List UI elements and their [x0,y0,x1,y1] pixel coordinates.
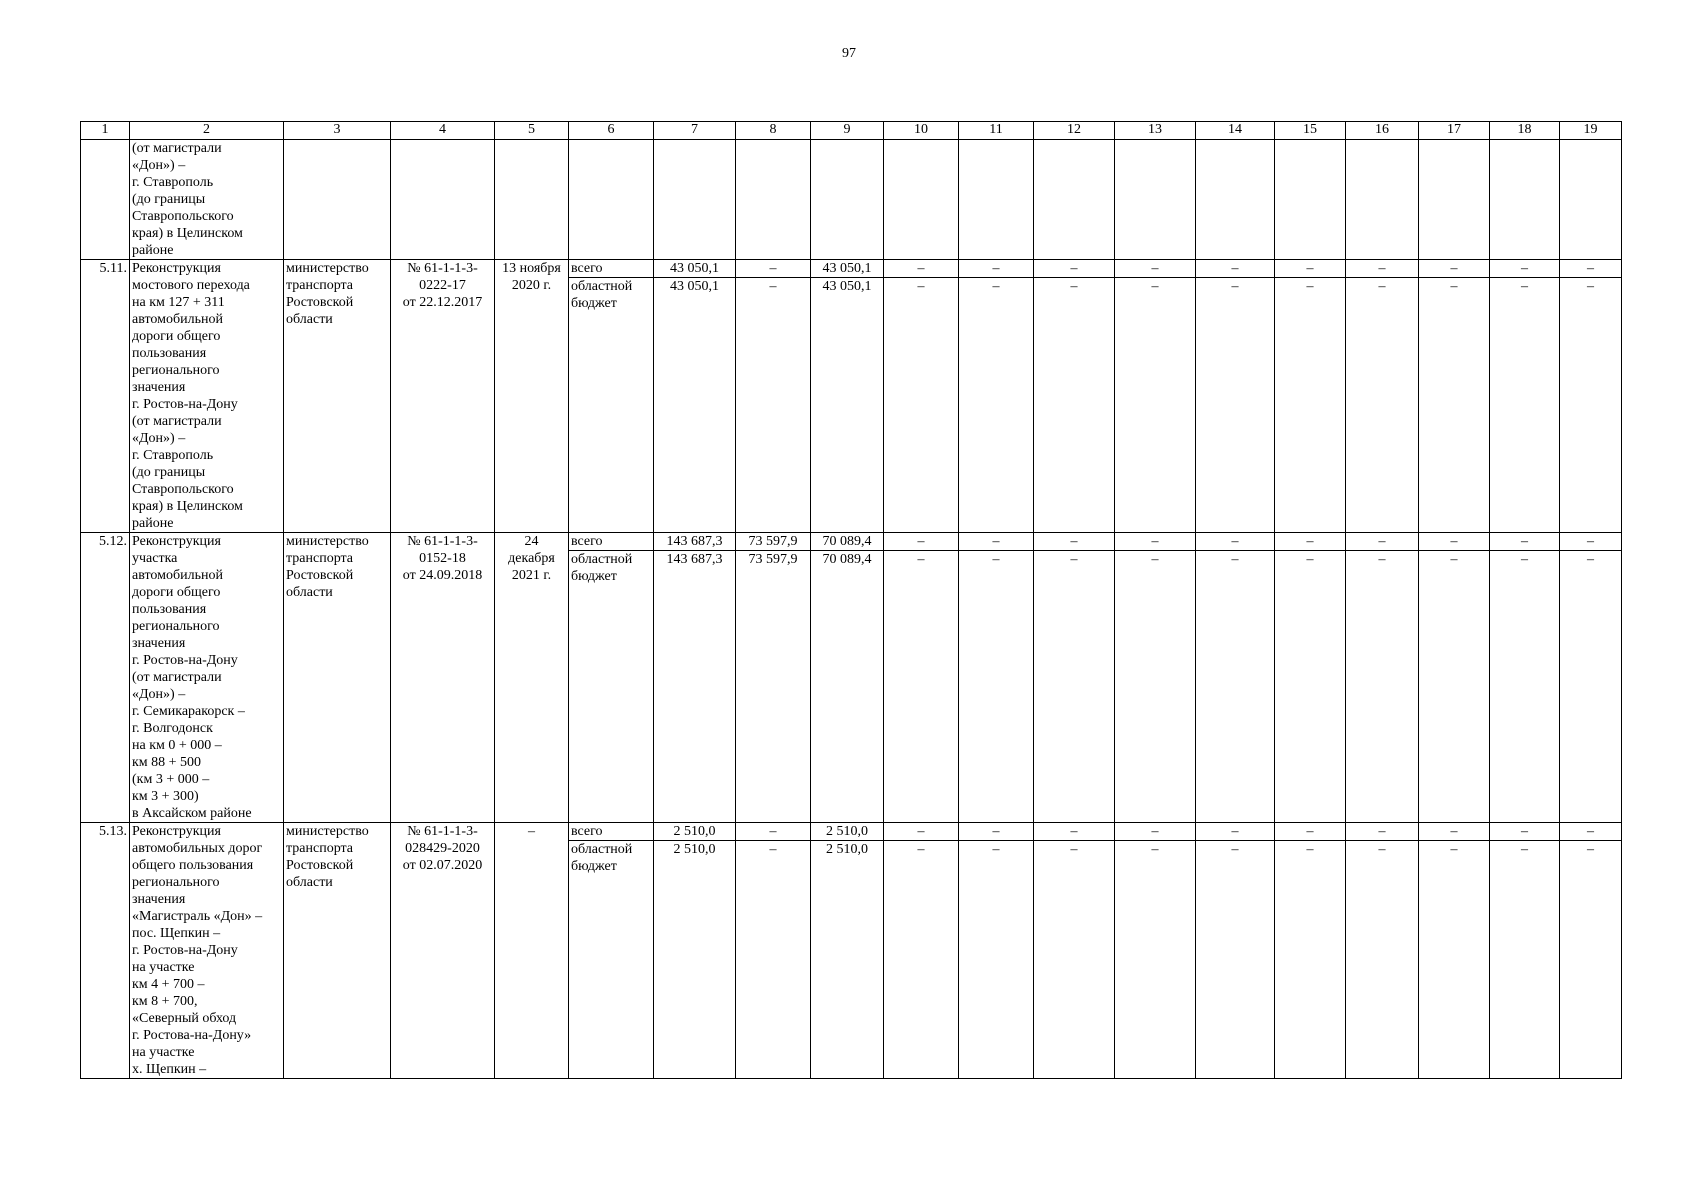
amount-cell: 43 050,1 [811,278,884,533]
amount-cell: – [1490,533,1560,551]
amount-cell: – [1419,260,1490,278]
funding-source-cell: всего [569,823,654,841]
table-row [81,533,1622,551]
amount-cell: – [1419,841,1490,1079]
column-number: 4 [391,122,495,140]
amount-cell: – [884,260,959,278]
amount-cell: 43 050,1 [654,260,736,278]
header-row [81,122,1622,140]
amount-cell: – [1275,823,1346,841]
amount-cell: – [1275,551,1346,823]
amount-cell: – [1196,278,1275,533]
amount-cell: 2 510,0 [811,823,884,841]
amount-cell: 73 597,9 [736,551,811,823]
amount-cell: – [1275,533,1346,551]
empty-cell [1490,140,1560,260]
column-number: 14 [1196,122,1275,140]
column-number: 19 [1560,122,1622,140]
amount-cell: – [959,841,1034,1079]
amount-cell: – [1196,533,1275,551]
amount-cell: 2 510,0 [654,823,736,841]
amount-cell: – [1115,551,1196,823]
document-cell: № 61-1-1-3- 028429-2020 от 02.07.2020 [391,823,495,1079]
amount-cell: 2 510,0 [654,841,736,1079]
amount-cell: – [1560,551,1622,823]
date-cell: 13 ноября 2020 г. [495,260,569,533]
amount-cell: – [1346,823,1419,841]
amount-cell: – [1419,278,1490,533]
amount-cell: – [959,533,1034,551]
row-number-cell: 5.12. [81,533,130,823]
amount-cell: – [959,260,1034,278]
amount-cell: – [1560,533,1622,551]
empty-cell [1419,140,1490,260]
page-number: 97 [842,46,856,61]
amount-cell: – [1115,278,1196,533]
executor-cell: министерство транспорта Ростовской области [284,260,391,533]
column-number: 8 [736,122,811,140]
funding-source-cell: областной бюджет [569,551,654,823]
amount-cell: – [959,823,1034,841]
amount-cell: – [1560,260,1622,278]
empty-cell [391,140,495,260]
column-number: 12 [1034,122,1115,140]
amount-cell: – [1034,278,1115,533]
amount-cell: – [884,823,959,841]
amount-cell: – [1196,260,1275,278]
amount-cell: – [1560,823,1622,841]
amount-cell: – [959,278,1034,533]
object-name-cell: Реконструкция автомобильных дорог общего пользования регионального значения «Магистраль «Дон» – пос. Щепкин – г. Ростов-на-Дону на участке км 4 + 700 – км 8 + 700, «Северный обход г. Ростова-на-Дону» на участке х. Щепкин – [130,823,284,1079]
amount-cell: – [1419,823,1490,841]
amount-cell: – [1196,551,1275,823]
empty-cell [811,140,884,260]
column-number: 5 [495,122,569,140]
amount-cell: – [1115,823,1196,841]
amount-cell: – [1115,533,1196,551]
amount-cell: – [1419,551,1490,823]
column-number: 13 [1115,122,1196,140]
amount-cell: – [1560,841,1622,1079]
amount-cell: – [1196,841,1275,1079]
funding-source-cell: областной бюджет [569,841,654,1079]
amount-cell: – [1490,841,1560,1079]
object-name-cell: (от магистрали «Дон») – г. Ставрополь (до границы Ставропольского края) в Целинском районе [130,140,284,260]
empty-cell [1275,140,1346,260]
amount-cell: 73 597,9 [736,533,811,551]
empty-cell [1196,140,1275,260]
empty-cell [495,140,569,260]
column-number: 7 [654,122,736,140]
amount-cell: – [1034,823,1115,841]
empty-cell [654,140,736,260]
amount-cell: – [1034,533,1115,551]
table-row [81,260,1622,278]
table-body [81,140,1622,1079]
amount-cell: 143 687,3 [654,551,736,823]
date-cell: 24 декабря 2021 г. [495,533,569,823]
row-number-cell: 5.13. [81,823,130,1079]
empty-cell [1034,140,1115,260]
column-number: 6 [569,122,654,140]
column-numbers-header [81,122,1622,140]
amount-cell: – [1346,841,1419,1079]
empty-cell [1115,140,1196,260]
amount-cell: – [736,823,811,841]
funding-source-cell: всего [569,260,654,278]
column-number: 16 [1346,122,1419,140]
table-row [81,823,1622,841]
amount-cell: – [1490,260,1560,278]
amount-cell: – [884,551,959,823]
row-number-cell [81,140,130,260]
empty-cell [736,140,811,260]
amount-cell: 143 687,3 [654,533,736,551]
empty-cell [569,140,654,260]
amount-cell: – [1115,260,1196,278]
amount-cell: – [884,278,959,533]
column-number: 9 [811,122,884,140]
amount-cell: – [1275,841,1346,1079]
executor-cell: министерство транспорта Ростовской области [284,823,391,1079]
amount-cell: 2 510,0 [811,841,884,1079]
amount-cell: – [1346,551,1419,823]
program-table [80,121,1622,1079]
amount-cell: – [736,278,811,533]
amount-cell: – [736,260,811,278]
amount-cell: – [1490,823,1560,841]
executor-cell: министерство транспорта Ростовской области [284,533,391,823]
amount-cell: – [884,841,959,1079]
amount-cell: – [1034,551,1115,823]
amount-cell: – [1275,278,1346,533]
column-number: 10 [884,122,959,140]
amount-cell: – [1419,533,1490,551]
amount-cell: – [1346,278,1419,533]
amount-cell: – [1346,260,1419,278]
empty-cell [1560,140,1622,260]
empty-cell [284,140,391,260]
document-cell: № 61-1-1-3- 0152-18 от 24.09.2018 [391,533,495,823]
object-name-cell: Реконструкция участка автомобильной дороги общего пользования регионального значения г. Ростов-на-Дону (от магистрали «Дон») – г. Семикаракорск – г. Волгодонск на км 0 + 000 – км 88 + 500 (км 3 + 000 – км 3 + 300) в Аксайском районе [130,533,284,823]
column-number: 11 [959,122,1034,140]
amount-cell: 70 089,4 [811,533,884,551]
funding-source-cell: областной бюджет [569,278,654,533]
object-name-cell: Реконструкция мостового перехода на км 127 + 311 автомобильной дороги общего пользования регионального значения г. Ростов-на-Дону (от магистрали «Дон») – г. Ставрополь (до границы Ставропольского края) в Целинском районе [130,260,284,533]
column-number: 3 [284,122,391,140]
empty-cell [1346,140,1419,260]
amount-cell: – [1196,823,1275,841]
column-number: 15 [1275,122,1346,140]
amount-cell: – [959,551,1034,823]
empty-cell [959,140,1034,260]
document-cell: № 61-1-1-3- 0222-17 от 22.12.2017 [391,260,495,533]
amount-cell: – [1490,278,1560,533]
amount-cell: 43 050,1 [811,260,884,278]
row-number-cell: 5.11. [81,260,130,533]
column-number: 2 [130,122,284,140]
amount-cell: – [1275,260,1346,278]
amount-cell: – [1560,278,1622,533]
amount-cell: – [1115,841,1196,1079]
amount-cell: – [1490,551,1560,823]
column-number: 17 [1419,122,1490,140]
continuation-row [81,140,1622,260]
date-cell: – [495,823,569,1079]
amount-cell: – [1346,533,1419,551]
column-number: 1 [81,122,130,140]
amount-cell: 70 089,4 [811,551,884,823]
funding-source-cell: всего [569,533,654,551]
column-number: 18 [1490,122,1560,140]
amount-cell: – [736,841,811,1079]
empty-cell [884,140,959,260]
amount-cell: – [1034,260,1115,278]
amount-cell: – [884,533,959,551]
amount-cell: 43 050,1 [654,278,736,533]
amount-cell: – [1034,841,1115,1079]
